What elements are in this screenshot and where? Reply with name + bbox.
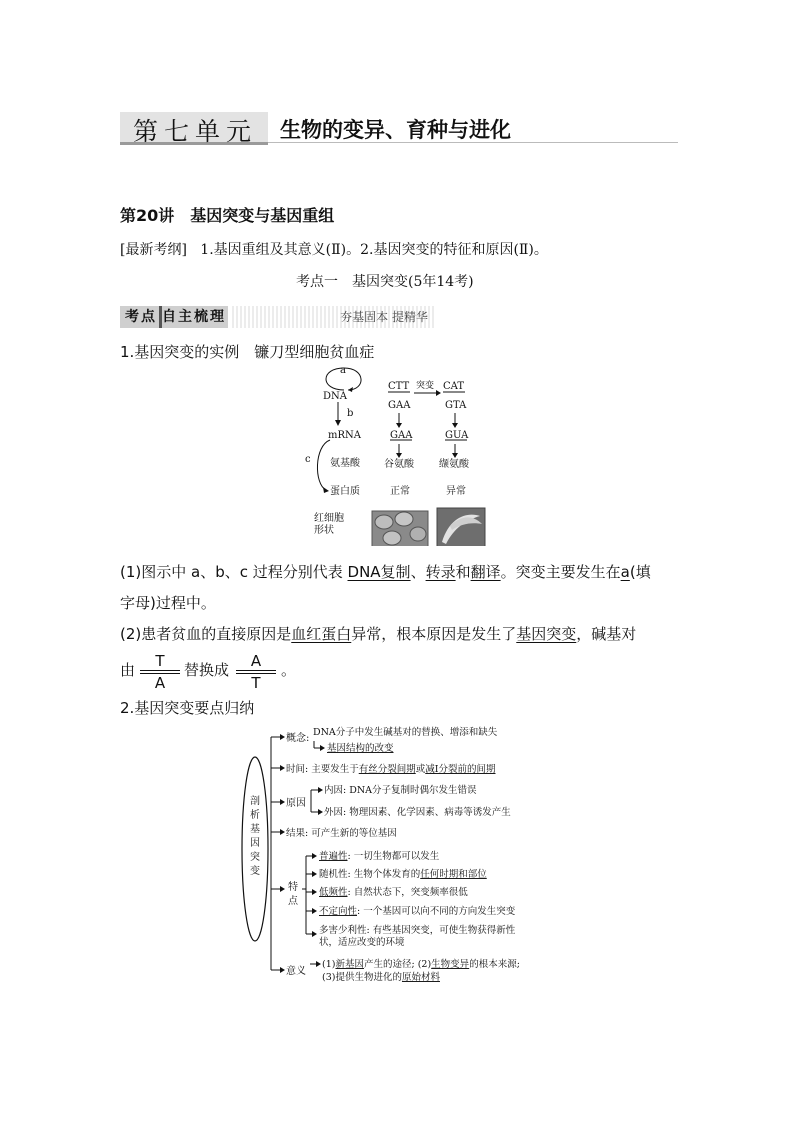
result-text: 结果: 可产生新的等位基因 [286, 828, 397, 839]
answer-paragraph-1 [120, 561, 651, 582]
exam-outline [120, 239, 548, 259]
time-mid: 或 [415, 764, 426, 775]
section2-heading: 2.基因突变要点归纳 [120, 699, 255, 717]
base-pair-fraction-1 [140, 652, 180, 692]
feature-label-2: 点 [288, 896, 298, 907]
center-char-5: 突 [250, 852, 260, 863]
p1-sep1: 、 [410, 563, 426, 581]
feature-undirected [319, 905, 516, 917]
sig-a-mid: 产生的途径; (2) [363, 959, 432, 970]
codon-cat: CAT [443, 381, 464, 392]
feature-label-1: 特 [288, 882, 298, 893]
center-char-6: 变 [250, 866, 260, 877]
codon-gua: GUA [445, 430, 469, 441]
unit-title: 生物的变异、育种与进化 [280, 118, 511, 142]
codon-gaa1: GAA [388, 400, 411, 411]
kaodian-title: 考点一 基因突变(5年14考) [296, 274, 474, 290]
p3-mid: 替换成 [184, 661, 230, 679]
feature-random [319, 868, 487, 880]
label-b: b [347, 408, 354, 419]
label-abnormal: 异常 [446, 486, 466, 497]
label-mutation: 突变 [416, 381, 435, 391]
frac1-den: A [154, 674, 166, 692]
codon-gta: GTA [445, 400, 467, 411]
base-pair-fraction-2 [236, 652, 276, 692]
label-protein: 蛋白质 [330, 486, 360, 497]
p1-tail: (填 [629, 563, 651, 581]
feature-low-freq [319, 886, 468, 898]
unit-label: 第七单元 [133, 117, 258, 146]
feature-random-text: 随机性: 生物个体发育的 [319, 869, 421, 880]
p3-pre: 由 [120, 661, 136, 679]
section1-heading: 1.基因突变的实例 镰刀型细胞贫血症 [120, 343, 375, 361]
answer-paragraph-1-cont: 字母)过程中。 [120, 594, 216, 612]
answer-dna-replication: DNA复制 [347, 563, 411, 581]
banner-left [120, 306, 228, 328]
answer-undirected: 不定向性 [319, 906, 358, 917]
section-banner [120, 306, 436, 328]
answer-paragraph-2 [120, 623, 636, 644]
answer-universal: 普遍性 [319, 851, 348, 862]
feature-universal [319, 850, 440, 862]
p2-pre: (2)患者贫血的直接原因是 [120, 625, 292, 643]
answer-mitosis-interphase: 有丝分裂间期 [358, 764, 416, 775]
cause-outer: 外因: 物理因素、化学因素、病毒等诱发产生 [324, 807, 511, 818]
answer-any-period: 任何时期和部位 [420, 869, 487, 880]
answer-gene-mutation: 基因突变 [516, 625, 577, 643]
answer-meiosis-interphase: 减Ⅰ分裂前的间期 [425, 764, 496, 775]
label-val: 缬氨酸 [439, 459, 469, 470]
frac1-num: T [155, 652, 165, 670]
banner-right: 夯基固本 提精华 [232, 306, 436, 328]
significance-line-2 [322, 971, 440, 983]
answer-new-gene: 新基因 [335, 959, 364, 970]
answer-a: a [620, 563, 630, 581]
answer-hemoglobin: 血红蛋白 [291, 625, 352, 643]
center-oval [242, 757, 268, 941]
answer-translation: 翻译 [470, 563, 501, 581]
label-a: a [340, 366, 346, 376]
mutation-mind-map [240, 724, 560, 994]
label-cell-2: 形状 [314, 525, 334, 536]
answer-transcription: 转录 [425, 563, 456, 581]
normal-cells-image [372, 511, 428, 546]
center-char-3: 基 [250, 824, 260, 835]
label-c: c [305, 454, 311, 465]
label-amino: 氨基酸 [330, 458, 360, 469]
label-normal: 正常 [390, 486, 410, 497]
concept-text: DNA分子中发生碱基对的替换、增添和缺失 [313, 727, 498, 738]
time-label: 时间: [286, 764, 309, 775]
p3-post: 。 [281, 661, 297, 679]
p2-post: ，碱基对 [576, 625, 637, 643]
concept-label: 概念: [286, 733, 310, 744]
frac2-den: T [251, 674, 261, 692]
time-line [286, 763, 496, 775]
p1-sep2: 和 [455, 563, 471, 581]
sickle-cells-image [437, 508, 485, 546]
answer-raw-material: 原始材料 [401, 972, 440, 983]
feature-low-freq-text: : 自然状态下，突变频率很低 [347, 887, 468, 898]
center-char-1: 剖 [250, 796, 260, 807]
codon-gaa2: GAA [390, 430, 413, 441]
answer-variation: 生物变异 [431, 959, 470, 970]
codon-ctt: CTT [388, 381, 410, 392]
sig-a-post: 的根本来源; [469, 959, 520, 970]
sig-a-pre: (1) [322, 959, 336, 970]
outline-text: 1.基因重组及其意义(Ⅱ)。2.基因突变的特征和原因(Ⅱ)。 [200, 242, 548, 258]
label-cell-1: 红细胞 [314, 513, 344, 524]
significance-line-1 [322, 958, 520, 970]
concept-result: 基因结构的改变 [327, 743, 394, 754]
outline-tag: [最新考纲] [120, 242, 187, 258]
p2-mid: 异常，根本原因是发生了 [351, 625, 517, 643]
frac2-num: A [250, 652, 262, 670]
cause-inner: 内因: DNA分子复制时偶尔发生错误 [324, 785, 477, 796]
center-char-2: 析 [250, 810, 260, 821]
header-rule [268, 142, 678, 143]
feature-undirected-text: : 一个基因可以向不同的方向发生突变 [357, 906, 516, 917]
cause-label: 原因 [286, 798, 306, 809]
time-pre: 主要发生于 [311, 764, 359, 775]
significance-label: 意义 [286, 966, 306, 977]
label-dna: DNA [323, 391, 347, 402]
feature-harmful-2: 状，适应改变的环境 [319, 937, 405, 948]
answer-low-freq: 低频性 [319, 887, 348, 898]
feature-universal-text: : 一切生物都可以发生 [347, 851, 440, 862]
p1-post: 。突变主要发生在 [500, 563, 621, 581]
center-char-4: 因 [250, 838, 260, 849]
lecture-title: 第20讲 基因突变与基因重组 [120, 206, 335, 225]
sig-b-pre: (3)提供生物进化的 [322, 972, 402, 983]
p1-pre: (1)图示中 a、b、c 过程分别代表 [120, 563, 348, 581]
label-glu: 谷氨酸 [384, 459, 414, 470]
banner-left-a: 考点 [125, 309, 157, 325]
sickle-cell-figure [300, 366, 510, 546]
label-mrna: mRNA [328, 430, 361, 441]
banner-left-b: 自主梳理 [162, 309, 226, 325]
feature-harmful-1: 多害少利性: 有些基因突变，可使生物获得新性 [319, 925, 516, 936]
